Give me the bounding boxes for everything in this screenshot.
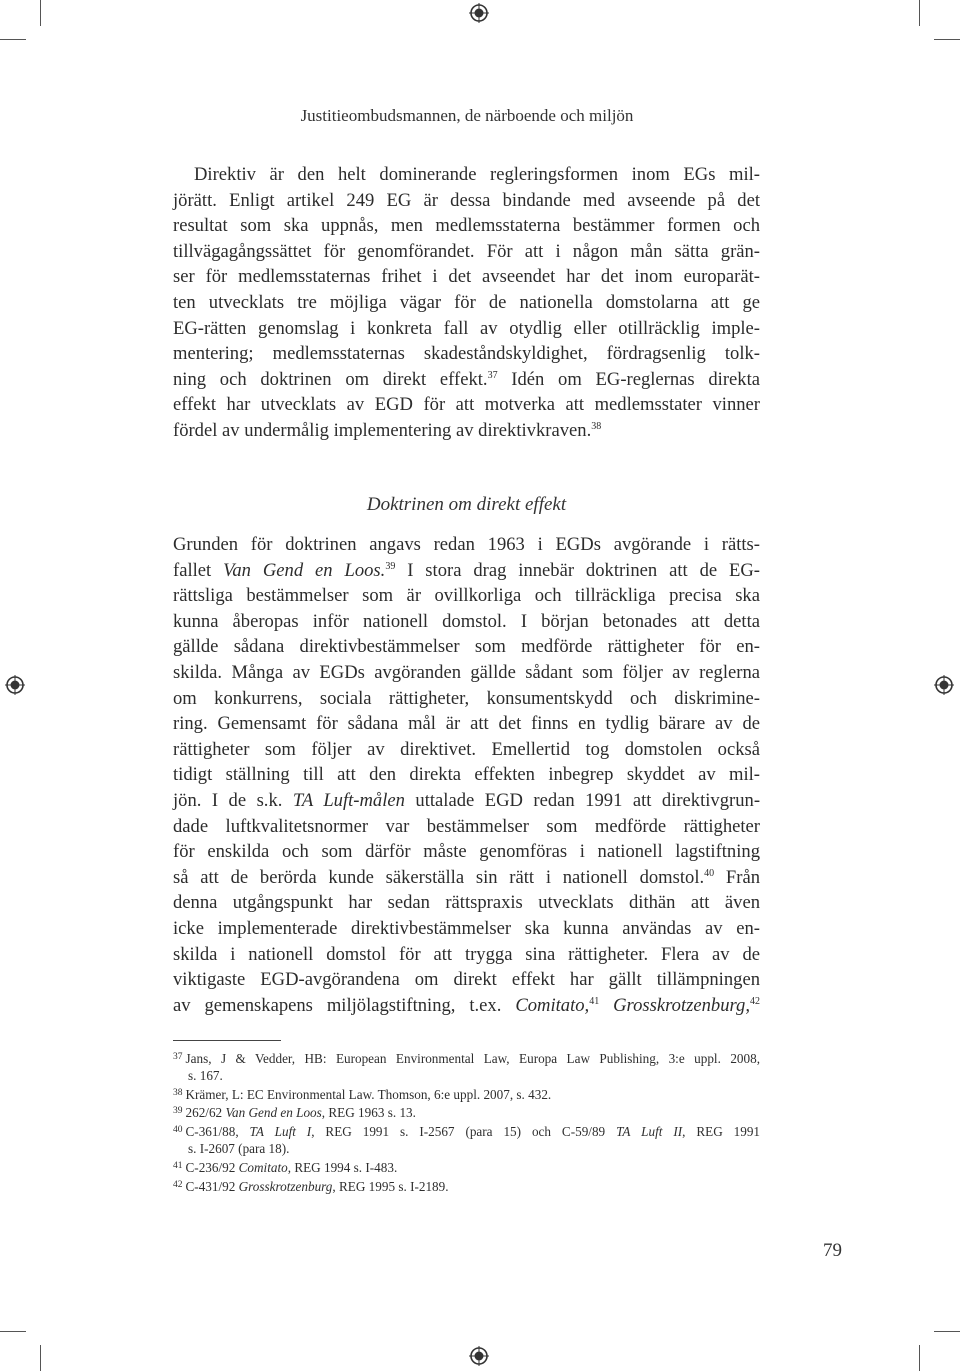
footnote-text: 262/62 bbox=[185, 1105, 226, 1121]
paragraph-line bbox=[173, 788, 760, 814]
paragraph-line: rättigheter som följer av direktivet. Emellertid tog domstolen också bbox=[173, 738, 760, 760]
case-name: TA Luft-målen bbox=[292, 789, 405, 811]
line-text: ning och doktrinen om direkt effekt. bbox=[173, 368, 488, 390]
footnote-number: 38 bbox=[173, 1087, 183, 1098]
footnote-38 bbox=[173, 1085, 760, 1104]
footnote-number: 42 bbox=[173, 1179, 183, 1190]
paragraph-1 bbox=[173, 162, 760, 444]
registration-mark-icon bbox=[5, 675, 25, 695]
paragraph-line: för enskilda och som därför måste genomföras i nationell lagstiftning bbox=[173, 841, 760, 863]
registration-mark-icon bbox=[469, 1346, 489, 1366]
paragraph-line: icke implementerade direktivbestämmelser ska kunna användas av en- bbox=[173, 917, 760, 939]
paragraph-line bbox=[173, 367, 760, 393]
footnote-line bbox=[173, 1049, 760, 1068]
crop-mark-bottom-right bbox=[919, 1345, 920, 1371]
line-text: Från bbox=[714, 866, 760, 888]
crop-mark-bottom-left-h bbox=[0, 1331, 26, 1332]
footnotes bbox=[173, 1049, 760, 1195]
paragraph-line: dade luftkvalitetsnormer var bestämmelser som medförde rättigheter bbox=[173, 815, 760, 837]
paragraph-line: jörätt. Enligt artikel 249 EG är dessa bindande med avseende på det bbox=[173, 189, 760, 211]
case-name: Van Gend en Loos. bbox=[223, 559, 386, 581]
crop-mark-top-left-h bbox=[0, 39, 26, 40]
paragraph-line: om konkurrens, sociala rättigheter, konsumentskydd och diskrimine- bbox=[173, 687, 760, 709]
line-text: uttalade EGD redan 1991 att direktivgrun- bbox=[404, 789, 761, 811]
paragraph-line: ring. Gemensamt för sådana mål är att det finns en tydlig bärare av de bbox=[173, 713, 760, 735]
footnote-text: , REG 1994 s. I-483. bbox=[287, 1159, 398, 1175]
footnote-text: Krämer, L: EC Environmental Law. Thomson, 6:e uppl. 2007, s. 432. bbox=[185, 1086, 552, 1102]
footnote-40 bbox=[173, 1122, 760, 1158]
footnote-ref[interactable]: 40 bbox=[704, 867, 715, 879]
registration-mark-icon bbox=[934, 675, 954, 695]
line-text: fallet bbox=[173, 559, 224, 581]
line-text: av gemenskapens miljölagstiftning, t.ex. bbox=[173, 994, 516, 1016]
paragraph-line: skilda i nationell domstol för att trygga sina rättigheter. Flera av de bbox=[173, 943, 760, 965]
crop-mark-bottom-right-h bbox=[934, 1331, 960, 1332]
paragraph-line: resultat som ska uppnås, men medlemsstaterna bestämmer formen och bbox=[173, 215, 760, 237]
paragraph-line: tidigt ställning till att den direkta effekten inbegrep skyddet av mil- bbox=[173, 764, 760, 786]
crop-mark-top-right bbox=[919, 0, 920, 26]
footnote-number: 37 bbox=[173, 1052, 183, 1062]
case-name: Van Gend en Loos bbox=[225, 1105, 322, 1121]
footnote-text: , REG 1991 bbox=[682, 1124, 761, 1140]
footnote-text: Jans, J & Vedder, HB: European Environmental Law, Europa Law Publishing, 3:e uppl. 2008, bbox=[185, 1051, 760, 1066]
paragraph-line: effekt har utvecklats av EGD för att motverka att medlemsstater vinner bbox=[173, 394, 760, 416]
footnote-text: , REG 1995 s. I-2189. bbox=[332, 1178, 449, 1194]
line-text: fördel av undermålig implementering av direktivkraven. bbox=[173, 419, 592, 441]
paragraph-line: gällde sådana direktivbestämmelser som medförde rättigheter för en- bbox=[173, 636, 760, 658]
crop-mark-bottom-left bbox=[40, 1345, 41, 1371]
case-name: Grosskrotzenburg, bbox=[613, 994, 750, 1016]
paragraph-line: ser för medlemsstaternas frihet i det avseendet har det inom europarät- bbox=[173, 266, 760, 288]
section-heading: Doktrinen om direkt effekt bbox=[366, 494, 567, 515]
paragraph-line: kunna åberopas inför nationell domstol. I början betonades att detta bbox=[173, 610, 760, 632]
paragraph-line: rättsliga bestämmelser som är ovillkorliga och tillräckliga precisa ska bbox=[173, 585, 760, 607]
line-text: så att de berörda kunde säkerställa sin rätt i nationell domstol. bbox=[173, 866, 705, 888]
footnote-text: C-431/92 bbox=[185, 1178, 239, 1194]
footnote-text: C-361/88, bbox=[185, 1124, 250, 1140]
footnote-divider bbox=[173, 1040, 281, 1041]
case-name: Comitato bbox=[238, 1159, 288, 1175]
paragraph-line: tillvägagångssättet för genomförandet. För att i någon mån sätta grän- bbox=[173, 240, 760, 262]
paragraph-line: denna utgångspunkt har sedan rättspraxis utvecklats dithän att även bbox=[173, 892, 760, 914]
paragraph-line bbox=[173, 865, 760, 891]
registration-mark-icon bbox=[469, 3, 489, 23]
case-name: TA Luft I bbox=[249, 1124, 312, 1140]
crop-mark-top-right-h bbox=[934, 39, 960, 40]
paragraph-line: mentering; medlemsstaternas skadeståndskyldighet, fördragsenlig tolk- bbox=[173, 343, 760, 365]
footnote-number: 41 bbox=[173, 1160, 183, 1171]
footnote-text: C-236/92 bbox=[185, 1159, 239, 1175]
paragraph-line bbox=[173, 558, 760, 584]
case-name: TA Luft II bbox=[616, 1124, 683, 1140]
footnote-line: s. 167. bbox=[188, 1067, 223, 1083]
footnote-line bbox=[173, 1122, 760, 1141]
footnote-text: , REG 1991 s. I-2567 (para 15) och C-59/89 bbox=[311, 1124, 617, 1140]
paragraph-line: EG-rätten genomslag i konkreta fall av otydlig eller otillräcklig imple- bbox=[173, 317, 760, 339]
paragraph-line: Direktiv är den helt dominerande regleringsformen inom EGs mil- bbox=[194, 164, 760, 185]
paragraph-2 bbox=[173, 532, 760, 1018]
footnote-ref[interactable]: 37 bbox=[487, 369, 498, 381]
line-text: Idén om EG-reglernas direkta bbox=[497, 368, 760, 390]
paragraph-line: ten utvecklats tre möjliga vägar för de nationella domstolarna att ge bbox=[173, 291, 760, 313]
paragraph-line bbox=[173, 993, 760, 1019]
paragraph-line: skilda. Många av EGDs avgöranden gällde sådant som följer av reglerna bbox=[173, 661, 760, 683]
footnote-ref[interactable]: 38 bbox=[591, 420, 602, 432]
footnote-number: 39 bbox=[173, 1106, 183, 1117]
paragraph-line: viktigaste EGD-avgörandena om direkt effekt har gällt tillämpningen bbox=[173, 969, 760, 991]
page-number: 79 bbox=[823, 1240, 842, 1261]
footnote-39 bbox=[173, 1103, 760, 1122]
footnote-ref[interactable]: 41 bbox=[589, 995, 600, 1007]
paragraph-line bbox=[173, 418, 760, 444]
footnote-text: , REG 1963 s. 13. bbox=[321, 1105, 416, 1121]
footnote-number: 40 bbox=[173, 1125, 183, 1136]
footnote-ref[interactable]: 39 bbox=[385, 560, 396, 572]
crop-mark-top-left bbox=[40, 0, 41, 26]
paragraph-line: Grunden för doktrinen angavs redan 1963 i EGDs avgörande i rätts- bbox=[173, 534, 760, 555]
footnote-42 bbox=[173, 1177, 760, 1196]
line-text: jön. I de s.k. bbox=[173, 789, 293, 811]
footnote-37 bbox=[173, 1049, 760, 1085]
footnote-ref[interactable]: 42 bbox=[750, 995, 760, 1007]
running-header: Justitieombudsmannen, de närboende och miljön bbox=[300, 106, 634, 125]
case-name: Grosskrotzenburg bbox=[238, 1178, 333, 1194]
footnote-41 bbox=[173, 1158, 760, 1177]
line-text: I stora drag innebär doktrinen att de EG- bbox=[395, 559, 760, 581]
case-name: Comitato, bbox=[515, 994, 590, 1016]
footnote-line: s. I-2607 (para 18). bbox=[188, 1140, 290, 1156]
